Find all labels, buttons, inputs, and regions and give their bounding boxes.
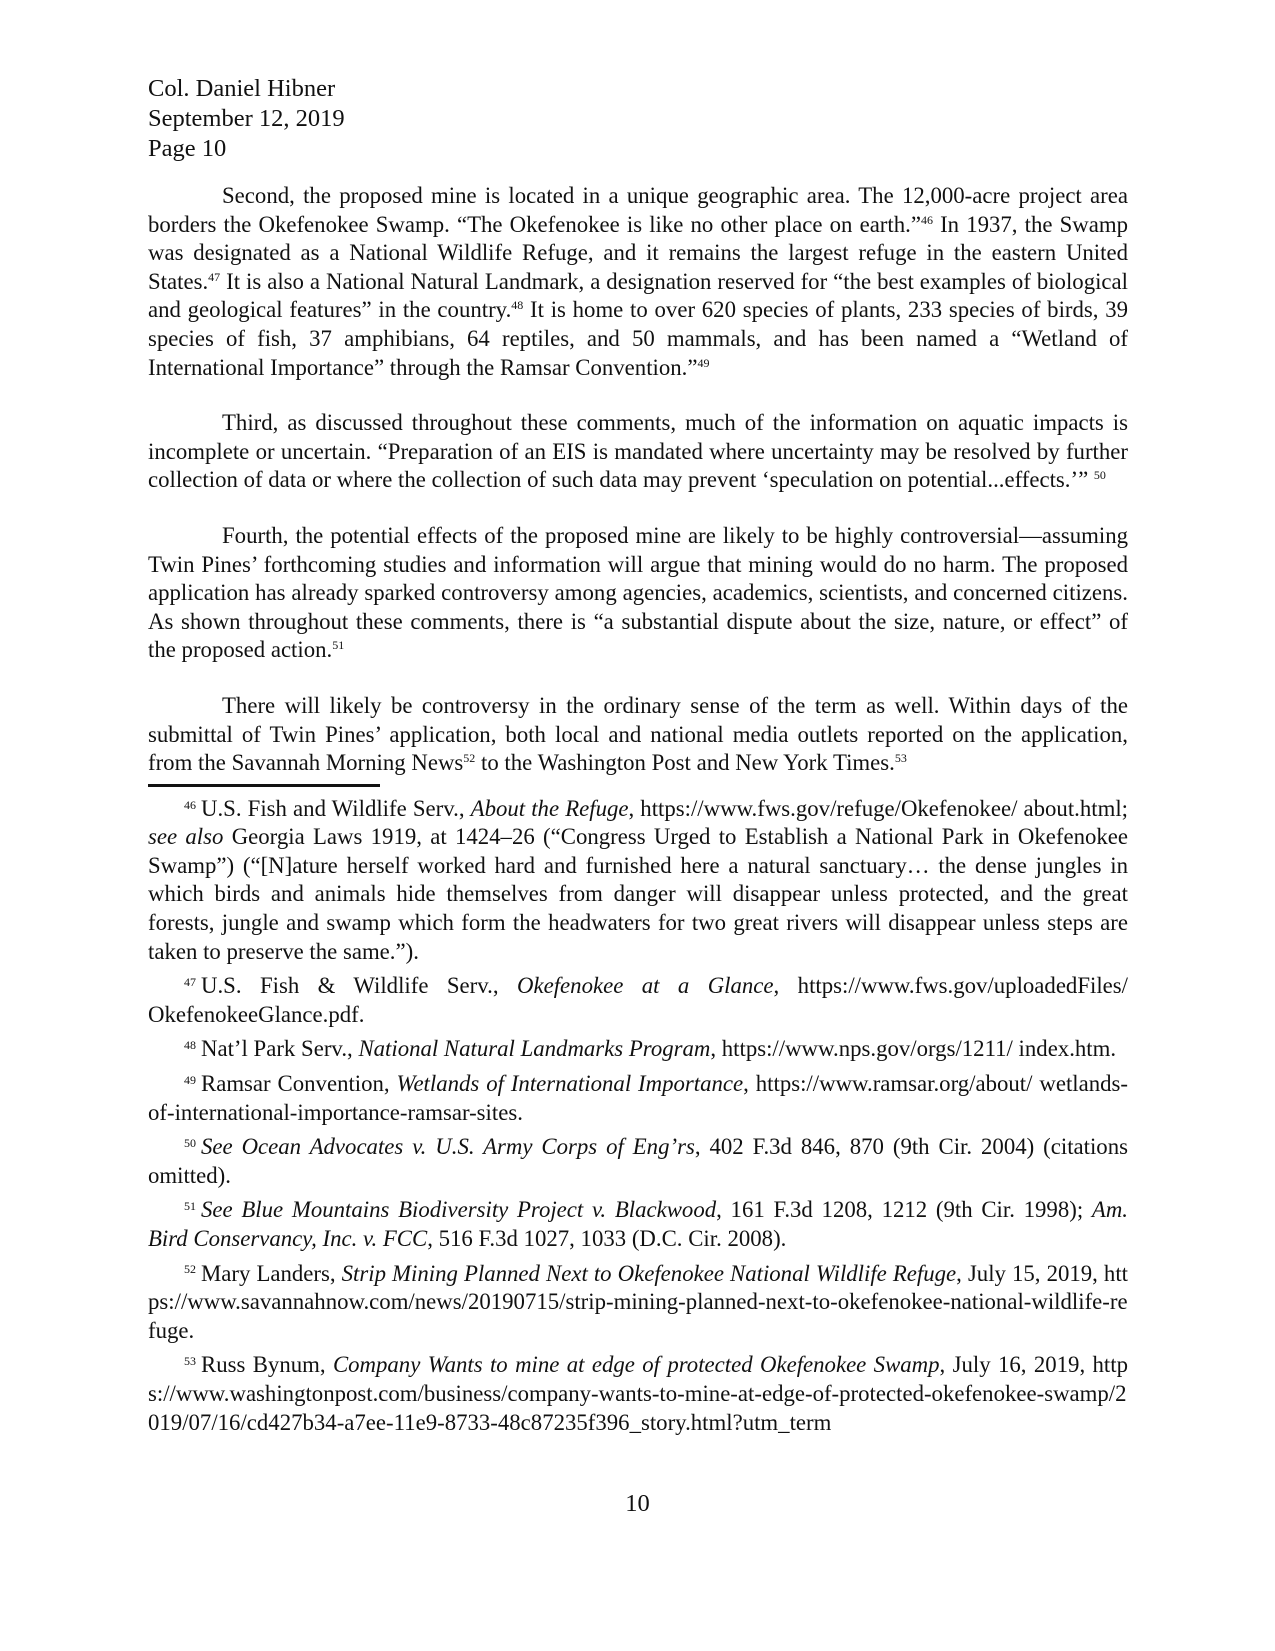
footnote-47: $^{47}$ U.S. Fish & Wildlife Serv., Okefenokee at a Glance, https://www.fws.gov/uploadedFiles/ OkefenokeeGlance.pdf.: [148, 973, 1128, 1027]
footnote-ref-51[interactable]: 51: [332, 638, 345, 653]
citation-title: See Blue Mountains Biodiversity Project v. Blackwood: [201, 1197, 717, 1223]
footnote-46: $^{46}$ U.S. Fish and Wildlife Serv., About the Refuge, https://www.fws.gov/refuge/Okefenokee/ about.html; see also Georgia Laws 1919, at 1424–26 (“Congress Urged to Establish a National Park in Okefenokee Swamp”) (“[N]ature herself worked hard and furnished here a natural sanctuary… the dense jungles in which birds and animals hide themselves from danger will disappear unless protected, and the great forests, jungle and swamp which form the headwaters for two great rivers will disappear unless steps are taken to preserve the same.”).: [148, 795, 1128, 964]
letter-body: [148, 182, 1128, 778]
footnote-ref-48[interactable]: 48: [511, 298, 524, 313]
paragraph-geographic-area: Second, the proposed mine is located in a unique geographic area. The 12,000-acre project area borders the Okefenokee Swamp. “The Okefenokee is like no other place on earth.”$^{46}$ In 1937, the Swamp was designated as a National Wildlife Refuge, and it remains the largest refuge in the eastern United States.$^{47}$ It is also a National Natural Landmark, a designation reserved for “the best examples of biological and geological features” in the country.$^{48}$ It is home to over 620 species of plants, 233 species of birds, 39 species of fish, 37 amphibians, 64 reptiles, and 50 mammals, and has been named a “Wetland of International Importance” through the Ramsar Convention.”$^{49}$: [148, 183, 1128, 380]
footnote-number: 52: [184, 1262, 196, 1277]
paragraph-uncertainty: Third, as discussed throughout these comments, much of the information on aquatic impacts is incomplete or uncertain. “Preparation of an EIS is mandated where uncertainty may be resolved by further collection of data or where the collection of such data may prevent ‘speculation on potential...effects.’” $^{50}$: [148, 410, 1128, 493]
citation-title: National Natural Landmarks Program: [358, 1036, 711, 1062]
citation-title: Am. Bird Conservancy, Inc. v. FCC: [148, 1197, 1128, 1251]
citation-title: Wetlands of International Importance: [396, 1071, 744, 1097]
footnote-50: $^{50}$ See Ocean Advocates v. U.S. Army Corps of Eng’rs, 402 F.3d 846, 870 (9th Cir. 2004) (citations omitted).: [148, 1134, 1128, 1188]
citation-title: See Ocean Advocates v. U.S. Army Corps of Eng’rs: [201, 1134, 695, 1160]
page-number: 10: [625, 1490, 650, 1517]
footnote-53: $^{53}$ Russ Bynum, Company Wants to mine at edge of protected Okefenokee Swamp, July 16, 2019, https://www.washingtonpost.com/business/company-wants-to-mine-at-edge-of-protected-okefenokee-swamp/2019/07/16/cd427b34-a7ee-11e9-8733-48c87235f396_story.html?utm_term: [148, 1352, 1128, 1435]
footnote-ref-50[interactable]: 50: [1093, 468, 1106, 483]
footnote-divider: [148, 784, 380, 787]
footnote-number: 50: [184, 1136, 196, 1151]
footnote-51: $^{51}$ See Blue Mountains Biodiversity Project v. Blackwood, 161 F.3d 1208, 1212 (9th Cir. 1998); Am. Bird Conservancy, Inc. v. FCC, 516 F.3d 1027, 1033 (D.C. Cir. 2008).: [148, 1197, 1128, 1251]
footnote-ref-46[interactable]: 46: [920, 212, 933, 227]
footnote-number: 47: [184, 975, 196, 990]
citation-title: Company Wants to mine at edge of protected Okefenokee Swamp: [332, 1352, 940, 1378]
footnotes-section: [148, 795, 1128, 1437]
letter-date: September 12, 2019: [148, 105, 345, 132]
paragraph-media-controversy: There will likely be controversy in the ordinary sense of the term as well. Within days of the submittal of Twin Pines’ application, both local and national media outlets reported on the application, from the Savannah Morning News$^{52}$ to the Washington Post and New York Times.$^{53}$: [148, 692, 1128, 776]
letter-page: [148, 74, 1128, 1443]
footnote-ref-49[interactable]: 49: [697, 355, 710, 370]
page-label: Page 10: [148, 135, 227, 162]
footnote-number: 46: [184, 797, 196, 812]
footnote-48: $^{48}$ Nat’l Park Serv., National Natural Landmarks Program, https://www.nps.gov/orgs/1211/ index.htm.: [184, 1036, 1117, 1062]
footnote-49: $^{49}$ Ramsar Convention, Wetlands of International Importance, https://www.ramsar.org/about/ wetlands-of-international-importance-ramsar-sites.: [148, 1071, 1128, 1125]
footnote-52: $^{52}$ Mary Landers, Strip Mining Planned Next to Okefenokee National Wildlife Refuge, July 15, 2019, https://www.savannahnow.com/news/20190715/strip-mining-planned-next-to-okefenokee-national-wildlife-refuge.: [148, 1260, 1128, 1343]
citation-title: Strip Mining Planned Next to Okefenokee National Wildlife Refuge: [341, 1260, 957, 1286]
footnote-number: 53: [184, 1354, 196, 1369]
footnote-ref-53[interactable]: 53: [894, 751, 907, 766]
footnote-number: 51: [184, 1199, 196, 1214]
footnote-ref-47[interactable]: 47: [208, 269, 221, 284]
paragraph-controversial: Fourth, the potential effects of the proposed mine are likely to be highly controversial—assuming Twin Pines’ forthcoming studies and information will argue that mining would do no harm. The proposed application has already sparked controversy among agencies, academics, scientists, and concerned citizens. As shown throughout these comments, there is “a substantial dispute about the size, nature, or effect” of the proposed action.$^{51}$: [148, 522, 1128, 663]
letter-header: [148, 74, 1128, 164]
footnote-ref-52[interactable]: 52: [463, 751, 476, 766]
citation-title: Okefenokee at a Glance: [517, 973, 774, 999]
footnote-number: 49: [184, 1072, 196, 1087]
footnote-number: 48: [184, 1038, 196, 1053]
citation-title: About the Refuge: [470, 795, 629, 821]
recipient-name: Col. Daniel Hibner: [148, 75, 336, 102]
